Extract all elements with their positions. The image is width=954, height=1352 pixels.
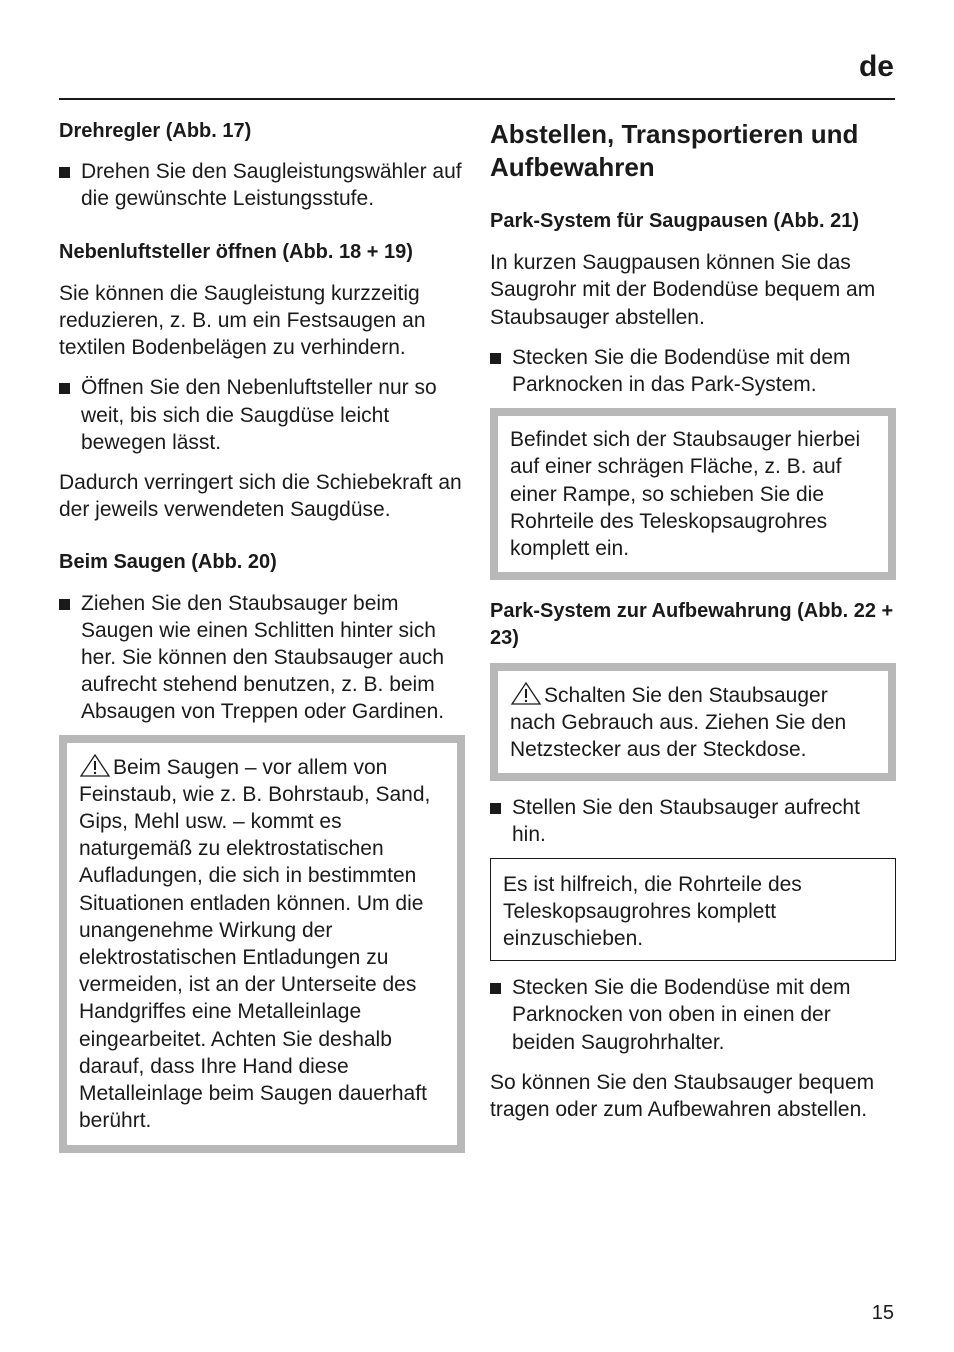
page-number: 15 (871, 1302, 894, 1324)
bullet-square-icon (59, 599, 70, 610)
bullet-square-icon (490, 803, 501, 814)
para-saugpausen: In kurzen Saugpausen können Sie das Saugrohr mit der Bodendüse bequem am Staubsauger abstellen. (490, 251, 876, 329)
bullet-drehen: Drehen Sie den Saugleistungswähler auf die gewünschte Leistungsstufe. (59, 158, 465, 212)
bullet-ziehen: Ziehen Sie den Staubsauger beim Saugen wie einen Schlitten hinter sich her. Sie können den Staubsauger auch aufrecht stehend benutzen, z. B. beim Absaugen von Treppen oder Gardinen. (59, 590, 465, 726)
bullet-square-icon (490, 353, 501, 364)
heading-beim-saugen: Beim Saugen (Abb. 20) (59, 551, 277, 574)
header-rule (59, 98, 895, 100)
para-dadurch: Dadurch verringert sich die Schiebekraft an der jeweils verwendeten Saugdüse. (59, 471, 462, 522)
heading-drehregler: Drehregler (Abb. 17) (59, 120, 252, 142)
right-column (490, 118, 896, 1123)
warning-box-elektrostatik: Beim Saugen – vor allem von Feinstaub, wie z. B. Bohrstaub, Sand, Gips, Mehl usw. – kommt es naturgemäß zu elektrostatischen Aufladungen, die sich in bestimmten Situationen entladen können. Um die unangenehme Wirkung der elektrostatischen Entladungen zu vermeiden, ist an der Unterseite des Handgriffes eine Metalleinlage eingearbeitet. Achten Sie deshalb darauf, dass Ihre Hand diese Metalleinlage beim Saugen dauerhaft berührt. (59, 735, 465, 1153)
warning-triangle-icon (79, 753, 111, 777)
note-box-hilfreich: Es ist hilfreich, die Rohrteile des Teleskopsaugrohres komplett einzuschieben. (490, 858, 896, 962)
heading-nebenluftsteller: Nebenluftsteller öffnen (Abb. 18 + 19) (59, 240, 413, 263)
left-column (59, 118, 465, 1153)
bullet-stecken-park: Stecken Sie die Bodendüse mit dem Parknocken in das Park-System. (490, 344, 896, 398)
bullet-oeffnen: Öffnen Sie den Nebenluftsteller nur so weit, bis sich die Saugdüse leicht bewegen lässt. (59, 374, 465, 456)
warning-triangle-icon (510, 681, 542, 705)
heading-abstellen: Abstellen, Transportieren und Aufbewahren (490, 119, 859, 182)
bullet-stecken-halter: Stecken Sie die Bodendüse mit dem Parknocken von oben in einen der beiden Saugrohrhalter. (490, 974, 896, 1056)
warning-box-netzstecker: Schalten Sie den Staubsauger nach Gebrauch aus. Ziehen Sie den Netzstecker aus der Steckdose. (490, 663, 896, 782)
language-marker: de (858, 50, 894, 83)
note-box-rampe: Befindet sich der Staubsauger hierbei auf einer schrägen Fläche, z. B. auf einer Rampe, so schieben Sie die Rohrteile des Teleskopsaugrohres komplett ein. (490, 408, 896, 580)
bullet-square-icon (490, 983, 501, 994)
heading-park-saugpausen: Park-System für Saugpausen (Abb. 21) (490, 210, 859, 232)
bullet-square-icon (59, 383, 70, 394)
bullet-stellen: Stellen Sie den Staubsauger aufrecht hin. (490, 794, 896, 848)
para-nebenluftsteller: Sie können die Saugleistung kurzzeitig reduzieren, z. B. um ein Festsaugen an textilen Bodenbelägen zu verhindern. (59, 281, 426, 360)
bullet-square-icon (59, 167, 70, 178)
heading-park-aufbewahrung: Park-System zur Aufbewahrung (Abb. 22 + 23) (490, 600, 894, 650)
para-tragen: So können Sie den Staubsauger bequem tragen oder zum Aufbewahren abstellen. (490, 1070, 875, 1122)
